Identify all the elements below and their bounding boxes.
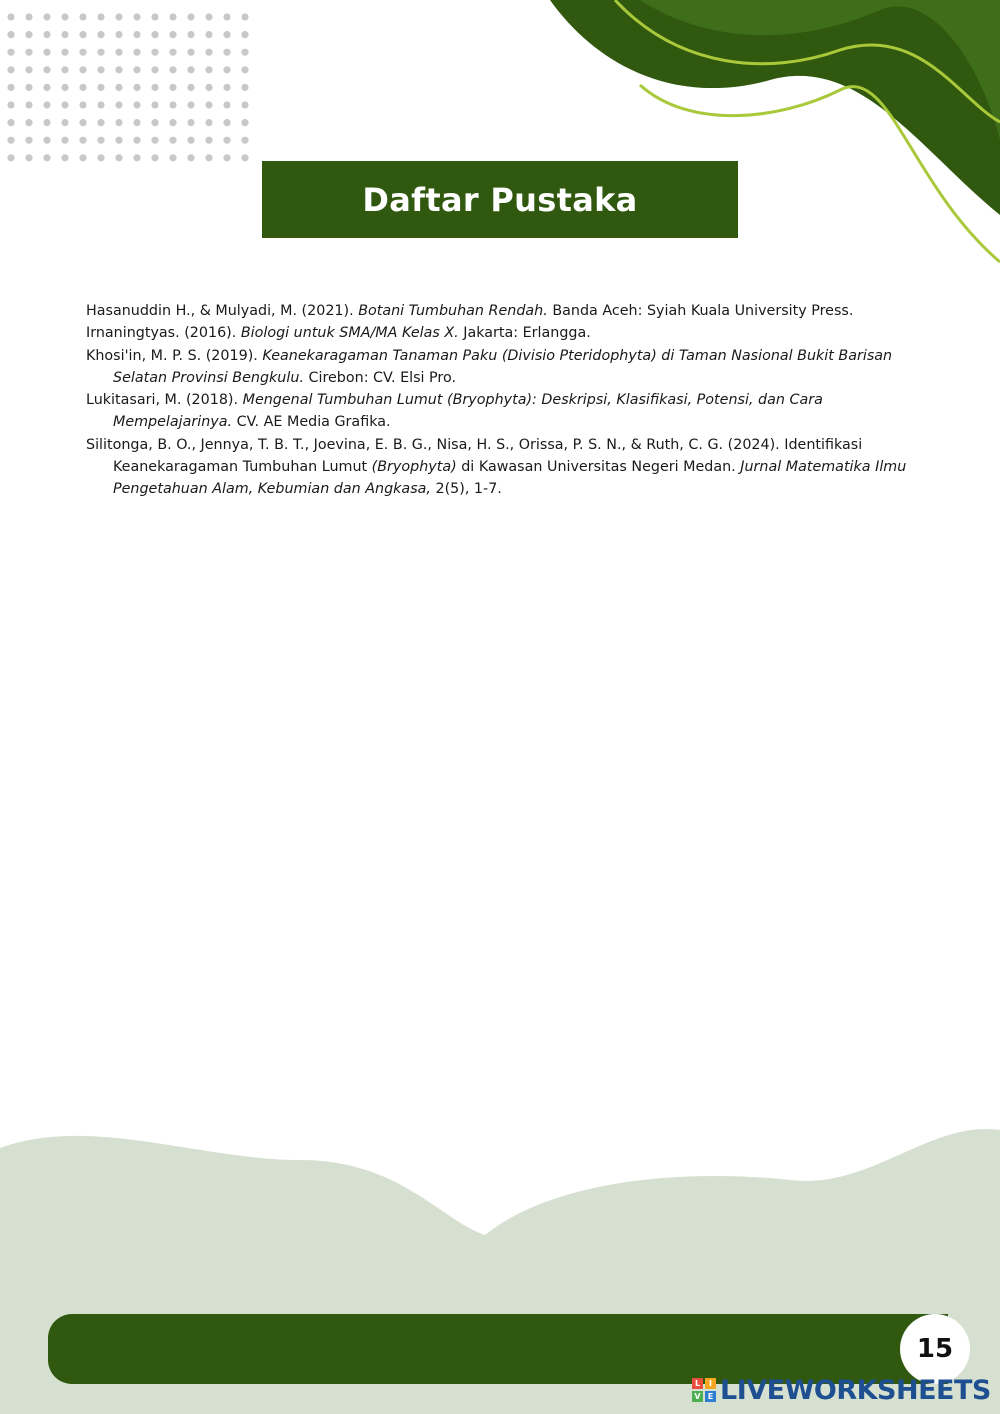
dot (241, 66, 248, 73)
dot (61, 119, 68, 126)
dot (205, 119, 212, 126)
dot (43, 66, 50, 73)
dot (187, 119, 194, 126)
reference-text: Irnaningtyas. (2016). (86, 325, 241, 342)
dot (241, 31, 248, 38)
dot (241, 84, 248, 91)
logo-tile: V (692, 1391, 703, 1402)
logo-tile: I (705, 1378, 716, 1389)
page-number: 15 (916, 1334, 954, 1364)
dot (7, 49, 14, 56)
dot (151, 66, 158, 73)
dot (169, 119, 176, 126)
dot (61, 101, 68, 108)
dot (223, 49, 230, 56)
dot (61, 137, 68, 144)
dot (79, 66, 86, 73)
liveworksheets-wordmark: LIVEWORKSHEETS (720, 1374, 991, 1406)
dot (151, 13, 158, 20)
dot (241, 119, 248, 126)
logo-tile: E (705, 1391, 716, 1402)
dot (151, 119, 158, 126)
reference-item (86, 300, 926, 322)
dot (205, 101, 212, 108)
dot (115, 84, 122, 91)
dot (43, 31, 50, 38)
dot (7, 101, 14, 108)
dot (7, 84, 14, 91)
dot (79, 49, 86, 56)
dot (187, 84, 194, 91)
reference-journal: Jurnal Matematika Ilmu Pengetahuan Alam, Kebumian dan Angkasa, (113, 459, 907, 498)
dot (169, 13, 176, 20)
dot (61, 31, 68, 38)
page-title: Daftar Pustaka (362, 180, 638, 219)
dot (7, 154, 14, 161)
dot (97, 13, 104, 20)
dot (61, 154, 68, 161)
reference-item (86, 434, 926, 501)
reference-list (86, 300, 926, 501)
dot (7, 119, 14, 126)
reference-title: (Bryophyta) (371, 459, 457, 476)
dot (241, 49, 248, 56)
title-bar (262, 161, 738, 238)
dot (151, 49, 158, 56)
reference-text: Silitonga, B. O., Jennya, T. B. T., Joevina, E. B. G., Nisa, H. S., Orissa, P. S. N., & Ruth, C. G. (2024). Identifikasi Keanekaragaman Tumbuhan Lumut (86, 436, 863, 476)
dot (241, 137, 248, 144)
dot (79, 84, 86, 91)
dot (205, 66, 212, 73)
liveworksheets-icon (692, 1378, 716, 1402)
reference-text: Khosi'in, M. P. S. (2019). (86, 347, 263, 364)
dot (25, 119, 32, 126)
dot (205, 137, 212, 144)
dot (223, 154, 230, 161)
dot (133, 119, 140, 126)
dot (241, 101, 248, 108)
dot (151, 137, 158, 144)
dot (115, 13, 122, 20)
dot (25, 154, 32, 161)
dot (115, 49, 122, 56)
dot (187, 31, 194, 38)
dot (223, 137, 230, 144)
dot (169, 101, 176, 108)
dot (223, 101, 230, 108)
dot (115, 31, 122, 38)
dot (79, 154, 86, 161)
dot (43, 101, 50, 108)
dot (151, 154, 158, 161)
dot (61, 84, 68, 91)
dot (7, 66, 14, 73)
dot (25, 137, 32, 144)
dot (115, 137, 122, 144)
dot (241, 154, 248, 161)
dot (7, 137, 14, 144)
dot (187, 49, 194, 56)
dot (79, 31, 86, 38)
reference-title: Biologi untuk SMA/MA Kelas X. (240, 325, 459, 342)
dot (151, 31, 158, 38)
dot (223, 31, 230, 38)
dot (187, 101, 194, 108)
dot (97, 101, 104, 108)
dot (133, 66, 140, 73)
dot (43, 154, 50, 161)
reference-title: Mengenal Tumbuhan Lumut (Bryophyta): Deskripsi, Klasifikasi, Potensi, dan Cara Mempelajarinya. (113, 392, 823, 431)
dot (169, 84, 176, 91)
dot (151, 101, 158, 108)
reference-text: Cirebon: CV. Elsi Pro. (303, 369, 457, 386)
dot (205, 84, 212, 91)
dot (115, 66, 122, 73)
dot (115, 154, 122, 161)
dot (115, 119, 122, 126)
dot (187, 66, 194, 73)
reference-title: Botani Tumbuhan Rendah. (358, 303, 548, 319)
dot (79, 119, 86, 126)
dot (169, 31, 176, 38)
liveworksheets-logo[interactable] (692, 1374, 991, 1406)
dot (133, 31, 140, 38)
dot (187, 154, 194, 161)
dot (133, 84, 140, 91)
reference-text: Lukitasari, M. (2018). (86, 392, 243, 409)
dot (7, 13, 14, 20)
dot (169, 66, 176, 73)
dot (187, 13, 194, 20)
dot (61, 66, 68, 73)
dot (223, 84, 230, 91)
dot (25, 101, 32, 108)
dot (61, 49, 68, 56)
dot (115, 101, 122, 108)
dot (25, 49, 32, 56)
reference-text: Jakarta: Erlangga. (458, 325, 591, 342)
dot (133, 137, 140, 144)
dot (79, 13, 86, 20)
dot (169, 49, 176, 56)
dot (151, 84, 158, 91)
reference-text: Hasanuddin H., & Mulyadi, M. (2021). (86, 303, 359, 319)
logo-tile: L (692, 1378, 703, 1389)
dot (43, 137, 50, 144)
dot (205, 154, 212, 161)
dot (97, 154, 104, 161)
dot (43, 119, 50, 126)
reference-item (86, 322, 926, 344)
dot (223, 13, 230, 20)
dot (97, 84, 104, 91)
dot (25, 66, 32, 73)
dot (7, 31, 14, 38)
reference-text: 2(5), 1-7. (430, 481, 502, 498)
reference-item (86, 345, 926, 390)
dot (187, 137, 194, 144)
dot (223, 119, 230, 126)
dot (241, 13, 248, 20)
dot (79, 101, 86, 108)
dot (169, 137, 176, 144)
dot (133, 154, 140, 161)
dot (133, 13, 140, 20)
dot (97, 66, 104, 73)
reference-text: Banda Aceh: Syiah Kuala University Press. (547, 303, 854, 319)
dot (25, 84, 32, 91)
dot (223, 66, 230, 73)
dot (205, 49, 212, 56)
dot (205, 31, 212, 38)
dot (169, 154, 176, 161)
dot (43, 13, 50, 20)
reference-text: di Kawasan Universitas Negeri Medan. (456, 459, 741, 476)
dot (25, 13, 32, 20)
dot (79, 137, 86, 144)
dot (61, 13, 68, 20)
dot (43, 84, 50, 91)
dot (97, 31, 104, 38)
dot (97, 119, 104, 126)
dot (97, 49, 104, 56)
dot (133, 49, 140, 56)
dot (43, 49, 50, 56)
dot (133, 101, 140, 108)
dot (97, 137, 104, 144)
dot-grid-decoration (0, 0, 260, 170)
reference-text: CV. AE Media Grafika. (232, 414, 391, 431)
reference-item (86, 389, 926, 434)
reference-title: Keanekaragaman Tanaman Paku (Divisio Pteridophyta) di Taman Nasional Bukit Barisan Selatan Provinsi Bengkulu. (113, 347, 893, 386)
dot (205, 13, 212, 20)
dot (25, 31, 32, 38)
